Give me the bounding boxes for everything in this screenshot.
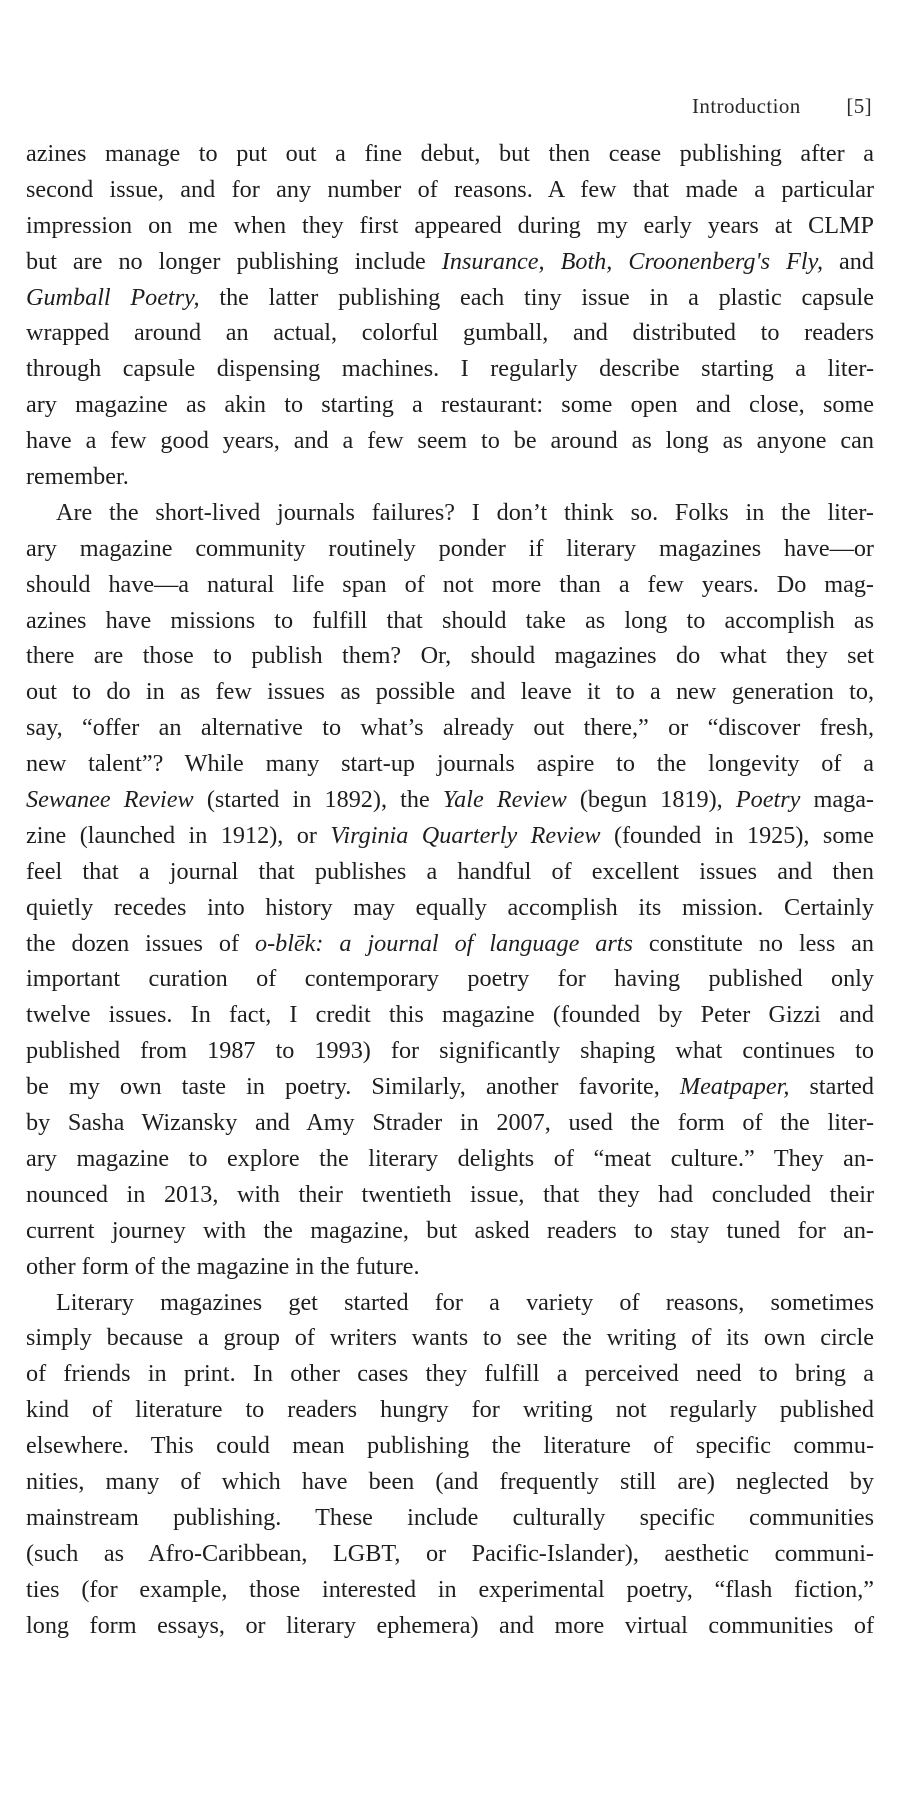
text-line [26,423,874,459]
text-run: ary magazine to explore the literary delights of “meat culture.” They an- [26,1144,874,1172]
running-header [692,94,872,119]
text-run: impression on me when they first appeared during my early years at CLMP [26,211,874,239]
italic-title: Yale Review [442,786,567,814]
italic-title: Meatpaper, [679,1073,790,1101]
text-run: other form of the magazine in the future. [26,1252,420,1280]
text-run: have a few good years, and a few seem to be around as long as anyone can [26,427,874,455]
text-run: feel that a journal that publishes a handful of excellent issues and then [26,857,874,885]
text-run: kind of literature to readers hungry for writing not regularly published [26,1396,874,1424]
italic-title: Sewanee Review [26,786,194,814]
text-run: of friends in print. In other cases they fulfill a perceived need to bring a [26,1360,874,1388]
text-run: say, “offer an alternative to what’s already out there,” or “discover fresh, [26,714,874,742]
text-run: azines have missions to fulfill that should take as long to accomplish as [26,606,874,634]
text-run: nities, many of which have been (and frequently still are) neglected by [26,1467,874,1495]
text-run: second issue, and for any number of reasons. A few that made a particular [26,175,874,203]
text-line [26,1320,874,1356]
text-line [26,1141,874,1177]
text-line [26,1356,874,1392]
text-line [26,1500,874,1536]
text-run: (started in 1892), the [193,786,443,814]
text-line [26,782,874,818]
text-line [26,1608,874,1644]
text-line [26,890,874,926]
text-line [26,387,874,423]
text-line [26,1428,874,1464]
text-run: ties (for example, those interested in experimental poetry, “flash fiction,” [26,1575,874,1603]
text-line [26,674,874,710]
text-line [26,136,874,172]
text-run: nounced in 2013, with their twentieth issue, that they had concluded their [26,1180,874,1208]
text-line [26,1536,874,1572]
text-line [26,1177,874,1213]
text-run: constitute no less an [632,929,874,957]
text-run: long form essays, or literary ephemera) and more virtual communities of [26,1611,874,1639]
text-run: simply because a group of writers wants to see the writing of its own circle [26,1324,874,1352]
text-line [26,926,874,962]
italic-title: Insurance, Both, Croonenberg's Fly, [441,247,824,275]
text-run: and [823,247,874,275]
text-run: published from 1987 to 1993) for significantly shaping what continues to [26,1037,874,1065]
text-line [26,961,874,997]
text-run: twelve issues. In fact, I credit this magazine (founded by Peter Gizzi and [26,1001,874,1029]
body-text [26,136,874,1643]
text-line [26,172,874,208]
text-line [26,818,874,854]
text-run: but are no longer publishing include [26,247,442,275]
text-run: azines manage to put out a fine debut, but then cease publishing after a [26,140,874,167]
italic-title: o-blēk: a journal of language arts [254,929,633,957]
text-run: ary magazine community routinely ponder if literary magazines have—or [26,534,874,562]
text-run: the latter publishing each tiny issue in a plastic capsule [199,283,874,311]
paragraph [26,1285,874,1644]
italic-title: Virginia Quarterly Review [330,821,601,849]
text-run: quietly recedes into history may equally accomplish its mission. Certainly [26,893,874,921]
text-run: current journey with the magazine, but asked readers to stay tuned for an- [26,1216,874,1244]
text-line [26,603,874,639]
text-line [26,1464,874,1500]
text-run: Literary magazines get started for a variety of reasons, sometimes [56,1288,874,1316]
text-line [26,1213,874,1249]
text-run: maga- [800,786,874,814]
text-line [26,244,874,280]
italic-title: Poetry [735,786,801,814]
text-line [26,567,874,603]
text-run: elsewhere. This could mean publishing the literature of specific commu- [26,1432,874,1460]
text-run: important curation of contemporary poetry for having published only [26,965,874,993]
text-line [26,1285,874,1321]
text-line [26,638,874,674]
text-line [26,280,874,316]
paragraph [26,136,874,495]
text-run: new talent”? While many start-up journals aspire to the longevity of a [26,750,874,778]
text-run: started [789,1073,874,1101]
text-run: through capsule dispensing machines. I regularly describe starting a liter- [26,355,874,383]
running-header-section: Introduction [692,94,801,118]
text-run: be my own taste in poetry. Similarly, another favorite, [26,1073,680,1101]
text-run: wrapped around an actual, colorful gumball, and distributed to readers [26,319,874,347]
text-line [26,746,874,782]
text-run: by Sasha Wizansky and Amy Strader in 2007, used the form of the liter- [26,1109,874,1137]
page-number: [5] [846,94,872,118]
text-run: (such as Afro-Caribbean, LGBT, or Pacific-Islander), aesthetic communi- [26,1539,874,1567]
text-line [26,531,874,567]
text-line [26,1572,874,1608]
text-run: Are the short-lived journals failures? I don’t think so. Folks in the liter- [56,498,874,526]
text-line [26,1249,874,1285]
text-line [26,208,874,244]
text-line [26,710,874,746]
text-line [26,854,874,890]
text-line [26,1033,874,1069]
text-line [26,459,874,495]
text-line [26,315,874,351]
italic-title: Gumball Poetry, [26,283,200,311]
text-line [26,997,874,1033]
text-run: mainstream publishing. These include culturally specific communities [26,1503,874,1531]
paragraph [26,495,874,1285]
text-run: (founded in 1925), some [600,821,874,849]
text-run: should have—a natural life span of not more than a few years. Do mag- [26,570,874,598]
text-line [26,495,874,531]
text-run: zine (launched in 1912), or [26,821,331,849]
text-line [26,1392,874,1428]
text-run: (begun 1819), [566,786,736,814]
text-run: out to do in as few issues as possible and leave it to a new generation to, [26,678,874,706]
text-run: ary magazine as akin to starting a restaurant: some open and close, some [26,391,874,419]
text-run: remember. [26,463,129,491]
text-line [26,1105,874,1141]
text-line [26,1069,874,1105]
text-line [26,351,874,387]
text-run: the dozen issues of [26,929,255,957]
text-run: there are those to publish them? Or, should magazines do what they set [26,642,874,670]
